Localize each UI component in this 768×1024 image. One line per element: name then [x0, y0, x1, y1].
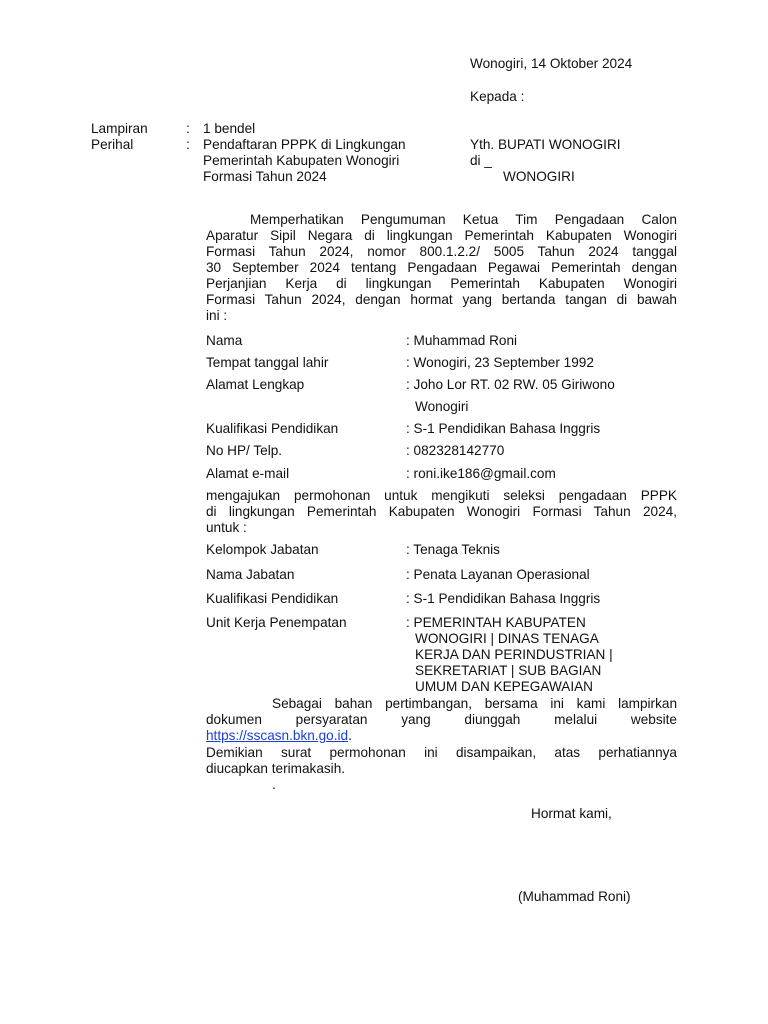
kelompok-value: : Tenaga Teknis: [406, 542, 500, 557]
alamat-value-1: : Joho Lor RT. 02 RW. 05 Giriwono: [406, 377, 615, 392]
perihal-label: Perihal: [91, 137, 134, 152]
alamat-value-2: Wonogiri: [415, 399, 469, 414]
recipient-line-3: WONOGIRI: [503, 169, 575, 184]
signature-greeting: Hormat kami,: [531, 806, 612, 821]
email-value: : roni.ike186@gmail.com: [406, 466, 556, 481]
kualifikasi-label: Kualifikasi Pendidikan: [206, 421, 339, 436]
alamat-label: Alamat Lengkap: [206, 377, 305, 392]
intro-line-5: Perjanjian Kerja di lingkungan Pemerintah Kabupaten Wonogiri: [206, 276, 677, 291]
lampiran-colon: :: [186, 121, 190, 136]
perihal-line-3: Formasi Tahun 2024: [203, 169, 327, 184]
closing-line-2: dokumen persyaratan yang diunggah melalui website: [206, 712, 677, 727]
closing-line-4: Demikian surat permohonan ini disampaikan, atas perhatiannya: [206, 745, 677, 760]
intro-line-1: Memperhatikan Pengumuman Ketua Tim Pengadaan Calon: [250, 212, 677, 227]
lampiran-label: Lampiran: [91, 121, 148, 136]
nama-jabatan-label: Nama Jabatan: [206, 567, 295, 582]
intro-line-6: Formasi Tahun 2024, dengan hormat yang bertanda tangan di bawah: [206, 292, 677, 307]
unit-value-3: KERJA DAN PERINDUSTRIAN |: [415, 647, 613, 662]
intro-line-4: 30 September 2024 tentang Pengadaan Pegawai Pemerintah dengan: [206, 260, 677, 275]
perihal-colon: :: [186, 137, 190, 152]
lampiran-value: 1 bendel: [203, 121, 256, 136]
unit-value-2: WONOGIRI | DINAS TENAGA: [415, 631, 599, 646]
email-label: Alamat e-mail: [206, 466, 290, 481]
nama-jabatan-value: : Penata Layanan Operasional: [406, 567, 590, 582]
perihal-line-2: Pemerintah Kabupaten Wonogiri: [203, 153, 400, 168]
request-line-3: untuk :: [206, 520, 247, 535]
sscasn-link[interactable]: https://sscasn.bkn.go.id: [206, 728, 349, 743]
kelompok-label: Kelompok Jabatan: [206, 542, 319, 557]
position-kualifikasi-label: Kualifikasi Pendidikan: [206, 591, 339, 606]
perihal-line-1: Pendaftaran PPPK di Lingkungan: [203, 137, 406, 152]
request-line-2: di lingkungan Pemerintah Kabupaten Wonogiri Formasi Tahun 2024,: [206, 504, 677, 519]
place-date: Wonogiri, 14 Oktober 2024: [470, 56, 633, 71]
unit-value-1: : PEMERINTAH KABUPATEN: [406, 615, 586, 630]
ttl-value: : Wonogiri, 23 September 1992: [406, 355, 594, 370]
nama-value: : Muhammad Roni: [406, 333, 518, 348]
link-suffix: .: [348, 728, 352, 743]
intro-line-7: ini :: [206, 308, 228, 323]
recipient-line-1: Yth. BUPATI WONOGIRI: [470, 137, 621, 152]
unit-label: Unit Kerja Penempatan: [206, 615, 347, 630]
nama-label: Nama: [206, 333, 243, 348]
closing-link-line: [206, 728, 352, 744]
intro-line-2: Aparatur Sipil Negara di lingkungan Pemerintah Kabupaten Wonogiri: [206, 228, 677, 243]
closing-line-5: diucapkan terimakasih.: [206, 761, 346, 776]
unit-value-4: SEKRETARIAT | SUB BAGIAN: [415, 663, 602, 678]
ttl-label: Tempat tanggal lahir: [206, 355, 329, 370]
unit-value-5: UMUM DAN KEPEGAWAIAN: [415, 679, 593, 694]
kepada-label: Kepada :: [470, 89, 525, 104]
kualifikasi-value: : S-1 Pendidikan Bahasa Inggris: [406, 421, 601, 436]
hp-label: No HP/ Telp.: [206, 443, 283, 458]
hp-value: : 082328142770: [406, 443, 505, 458]
position-kualifikasi-value: : S-1 Pendidikan Bahasa Inggris: [406, 591, 601, 606]
closing-line-1: Sebagai bahan pertimbangan, bersama ini kami lampirkan: [272, 696, 677, 711]
signature-name: (Muhammad Roni): [518, 889, 631, 904]
intro-line-3: Formasi Tahun 2024, nomor 800.1.2.2/ 5005 Tahun 2024 tanggal: [206, 244, 677, 259]
request-line-1: mengajukan permohonan untuk mengikuti seleksi pengadaan PPPK: [206, 488, 677, 503]
recipient-line-2: di _: [470, 153, 492, 168]
closing-dot: .: [272, 777, 276, 792]
